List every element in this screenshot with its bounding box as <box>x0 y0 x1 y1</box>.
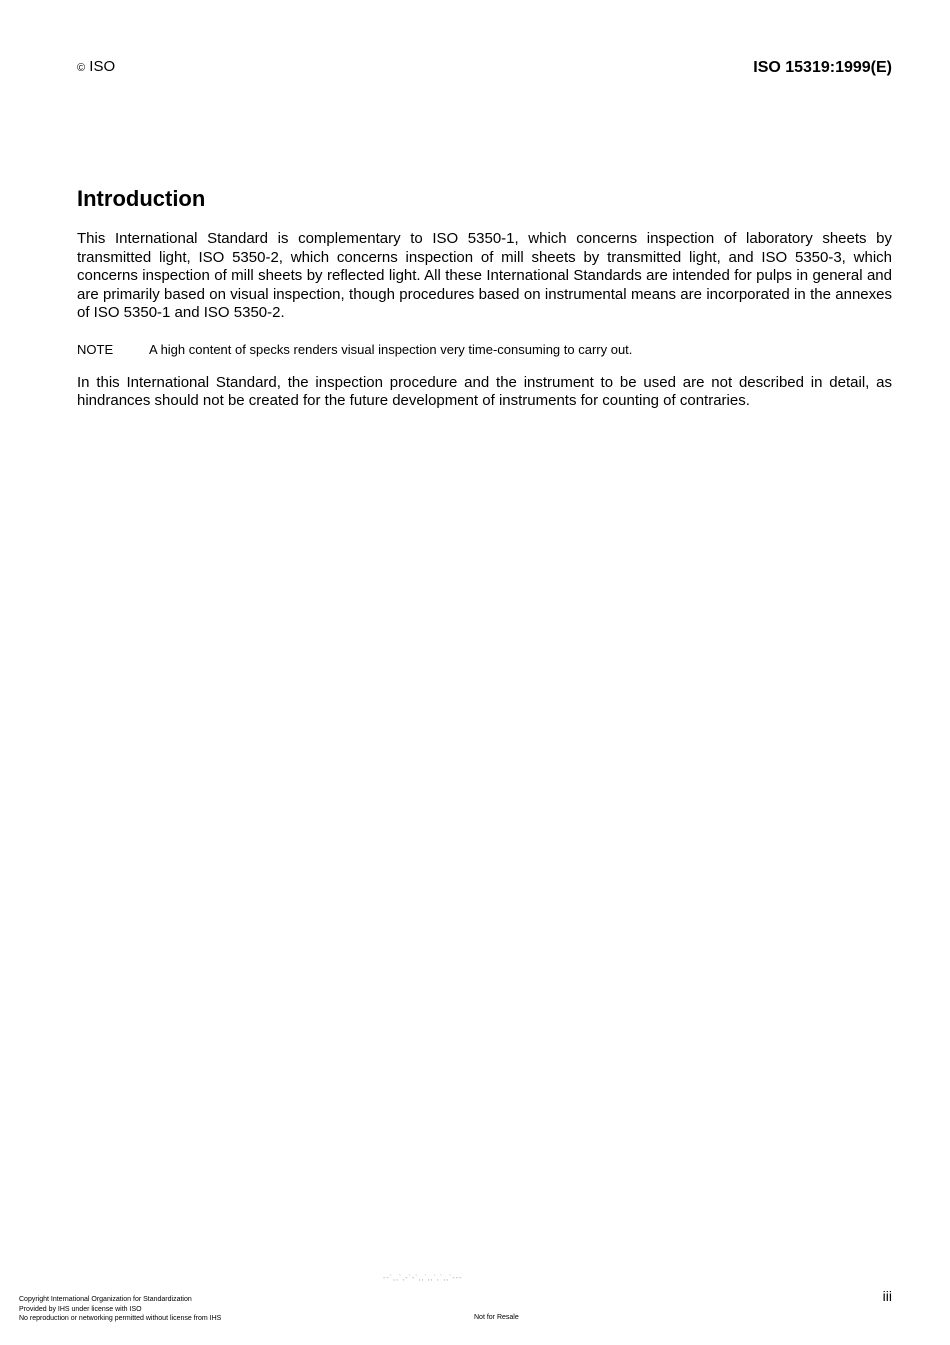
footer-line-1: Copyright International Organization for Standardization <box>19 1296 192 1303</box>
copyright-notice <box>77 58 115 75</box>
footer-line-2: Provided by IHS under license with ISO <box>19 1305 142 1313</box>
section-title: Introduction <box>77 186 206 211</box>
footer-license-notice <box>19 1295 221 1324</box>
footer-resale-notice: Not for Resale <box>474 1314 519 1321</box>
note-label: NOTE <box>77 341 114 357</box>
footer-line-3: No reproduction or networking permitted without license from IHS <box>19 1315 222 1322</box>
intro-paragraph-2: In this International Standard, the inspection procedure and the instrument to be used are not described in detail, as hindrances should not be created for the future development of instruments for counting of contraries. <box>77 373 892 409</box>
document-id: ISO 15319:1999(E) <box>753 59 892 76</box>
copyright-org: ISO <box>89 58 116 75</box>
note <box>77 342 892 357</box>
introduction-section <box>77 186 892 411</box>
footer-watermark-dots: --`,,`,-`-`,,`,,`,`,,`--- <box>383 1275 463 1282</box>
copyright-symbol: © <box>77 62 86 74</box>
intro-paragraph-1: This International Standard is complementary to ISO 5350-1, which concerns inspection of laboratory sheets by transmitted light, ISO 5350-2, which concerns inspection of mill sheets by transmitted light, and ISO 5350-3, which concerns inspection of mill sheets by reflected light. All these International Standards are intended for pulps in general and are primarily based on visual inspection, though procedures based on instrumental means are incorporated in the annexes of ISO 5350-1 and ISO 5350-2. <box>77 230 892 321</box>
page-number: iii <box>882 1288 892 1304</box>
note-text: A high content of specks renders visual inspection very time-consuming to carry out. <box>149 341 633 357</box>
